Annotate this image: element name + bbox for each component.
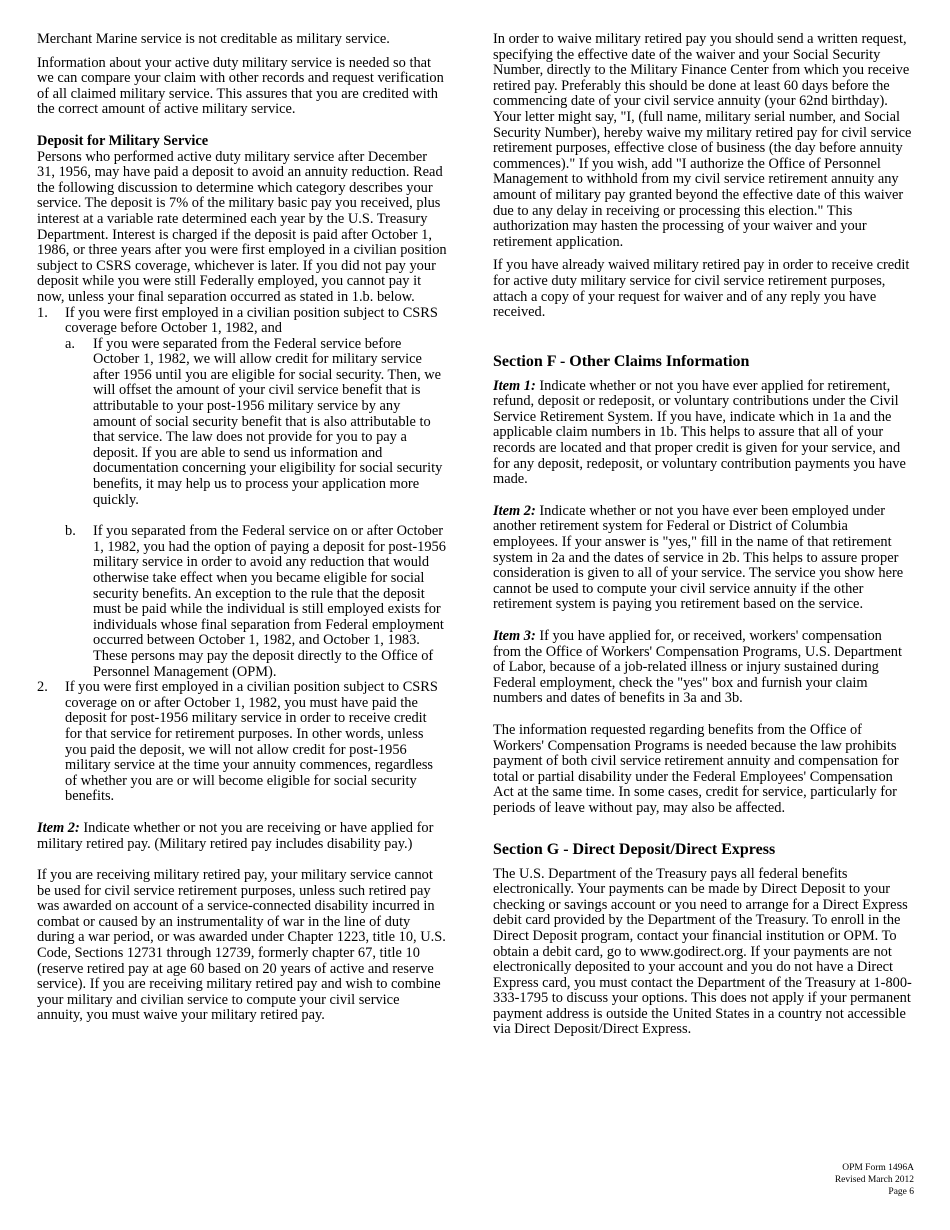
list-item-2 — [37, 680, 447, 805]
list-marker: b. — [65, 523, 76, 540]
section-f-item-3 — [493, 629, 913, 707]
section-f-item-2 — [493, 504, 913, 613]
list-item-2-text: If you were first employed in a civilian position subject to CSRS coverage on or after October 1, 1982, you must have paid the deposit for post-1956 military service in order to receive credit for that service for retirement purposes. In other words, unless you paid the deposit, we will not allow credit for post-1956 military service at the time your annuity commences, regardless of whether you are or will become eligible for social security benefits. — [65, 679, 438, 805]
section-f-item-1 — [493, 379, 913, 488]
left-column — [37, 32, 447, 1024]
already-waived-paragraph: If you have already waived military retired pay in order to receive credit for active duty military service for civil service retirement purposes, attach a copy of your request for waiver and of any reply you have received. — [493, 257, 910, 321]
item-2-label: Item 2: — [493, 502, 536, 519]
list-item-1a-text: If you were separated from the Federal service before October 1, 1982, we will allow credit for military service after 1956 until you are eligible for social security. Then, we will offset the amount of your civil service benefit that is attributable to your post-1956 military service by any amount of social security benefit that is also attributable to that service. The law does not provide for you to pay a deposit. If you are able to send us information and documentation concerning your eligibility for social security benefits, it may help us to process your application more quickly. — [93, 335, 443, 508]
item-1-text: Indicate whether or not you have ever applied for retirement, refund, deposit or redeposit, or voluntary contributions under the Civil Service Retirement System. If you have, indicate which in 1a and the applicable claim numbers in 1b. This helps to assure that all of your records are located and that proper credit is given for your service, and for any deposit, redeposit, or voluntary contribution payments you have made. — [493, 377, 906, 488]
form-number: OPM Form 1496A — [842, 1163, 914, 1173]
item-2-text: Indicate whether or not you have ever been employed under another retirement system for Federal or District of Columbia employees. If your answer is "yes," fill in the name of that retirement system in 2a and the dates of service in 2b. This helps to assure proper consideration is given to all of your service. The service you show here cannot be used to compute your civil service annuity if the other retirement system is paying you retirement based on the service. — [493, 502, 904, 613]
section-g-heading: Section G - Direct Deposit/Direct Express — [493, 840, 776, 858]
revision-date: Revised March 2012 — [834, 1175, 914, 1185]
item-3-text: If you have applied for, or received, workers' compensation from the Office of Workers' Compensation Programs, U.S. Department of Labor, because of a job-related illness or injury sustained during Federal employment, check the "yes" box and furnish your claim numbers and dates of benefits in 3a and 3b. — [493, 628, 902, 707]
deposit-numbered-list — [37, 306, 447, 337]
deposit-numbered-list-2 — [37, 680, 447, 805]
deposit-paragraph: Persons who performed active duty military service after December 31, 1956, may have paid a deposit to avoid an annuity reduction. Read the following discussion to determine which category describes your service. The deposit is 7% of the military basic pay you received, plus interest at a variable rate determined each year by the U.S. Treasury Department. Interest is charged if the deposit is paid after October 1, 1986, or three years after you were first employed in a civilian position subject to CSRS coverage, whichever is later. If you did not pay your deposit while you were still Federally employed, you cannot pay it now, unless your final separation occurred as stated in 1.b. below. — [37, 148, 447, 305]
list-item-1-text: If you were first employed in a civilian position subject to CSRS coverage before October 1, 1982, and — [65, 304, 438, 337]
deposit-sub-list — [37, 337, 447, 680]
page-number: Page 6 — [888, 1187, 914, 1197]
list-item-1 — [37, 306, 447, 337]
list-marker: 1. — [37, 304, 48, 321]
direct-deposit-paragraph: The U.S. Department of the Treasury pays all federal benefits electronically. Your payments can be made by Direct Deposit to your checking or savings account or you need to arrange for a Direct Express debit card provided by the Department of the Treasury. To enroll in the Direct Deposit program, contact your financial institution or OPM. To obtain a debit card, go to www.godirect.org. If your payments are not electronically deposited to your account and you do not have a Direct Express card, you must contact the Department of the Treasury at 1-800-333-1795 to discuss your options. This does not apply if your permanent payment address is outside the United States in a country not accessible via Direct Deposit/Direct Express. — [493, 865, 912, 1038]
item-1-label: Item 1: — [493, 377, 536, 394]
merchant-marine-note: Merchant Marine service is not creditable as military service. — [37, 31, 390, 47]
deposit-heading: Deposit for Military Service — [37, 132, 209, 149]
list-marker: a. — [65, 335, 75, 352]
right-column — [493, 32, 913, 1038]
military-info-paragraph: Information about your active duty military service is needed so that we can compare your claim with other records and request verification of all claimed military service. This assures that you are credited with the correct amount of active military service. — [37, 54, 444, 118]
section-f-heading: Section F - Other Claims Information — [493, 352, 750, 370]
list-marker: 2. — [37, 679, 48, 696]
list-item-1a — [37, 337, 447, 509]
retired-pay-paragraph: If you are receiving military retired pay, your military service cannot be used for civil service retirement purposes, unless such retired pay was awarded on account of a service-connected disability incurred in combat or caused by an instrumentality of war in the line of duty during a war period, or was awarded under Chapter 1223, title 10, U.S. Code, Sections 12731 through 12739, formerly chapter 67, title 10 (reserve retired pay at age 60 based on 20 years of active and reserve service). If you are receiving military retired pay and wish to combine your military and civilian service to compute your civil service annuity, you must waive your military retired pay. — [37, 867, 446, 1024]
item-3-label: Item 3: — [493, 628, 536, 644]
item-2-paragraph — [37, 821, 447, 852]
waiver-paragraph: In order to waive military retired pay you should send a written request, specifying the effective date of the waiver and your Social Security Number, directly to the Military Finance Center from which you receive retired pay. Preferably this should be done at least 60 days before the commencing date of your civil service annuity (your 62nd birthday). Your letter might say, "I, (full name, military serial number, and Social Security Number), hereby waive my military retired pay for civil service retirement purposes, effective close of business (the day before annuity commences)." If you wish, add "I authorize the Office of Personnel Management to withhold from my civil service retirement annuity any amount of military pay granted beyond the effective date of this waiver due to any delay in receiving or processing this election." This authorization may hasten the processing of your waiver and your retirement application. — [493, 31, 912, 250]
owcp-paragraph: The information requested regarding benefits from the Office of Workers' Compensation Programs is needed because the law prohibits payment of both civil service retirement annuity and compensation for total or partial disability under the Federal Employees' Compensation Act at the same time. In some cases, credit for service, particularly for periods of leave without pay, may also be affected. — [493, 721, 899, 816]
list-item-1b — [37, 524, 447, 680]
item-2-text: Indicate whether or not you are receiving or have applied for military retired pay. (Military retired pay includes disability pay.) — [37, 819, 434, 852]
list-item-1b-text: If you separated from the Federal service on or after October 1, 1982, you had the option of paying a deposit for post-1956 military service in order to avoid any reduction that would otherwise take effect when you became eligible for social security benefits. An exception to the rule that the deposit must be paid while the individual is still employed exists for individuals whose final separation from Federal employment occurred between October 1, 1982, and October 1, 1983. These persons may pay the deposit directly to the Office of Personnel Management (OPM). — [93, 523, 446, 680]
page-footer — [835, 1162, 914, 1198]
item-2-label: Item 2: — [37, 819, 80, 836]
